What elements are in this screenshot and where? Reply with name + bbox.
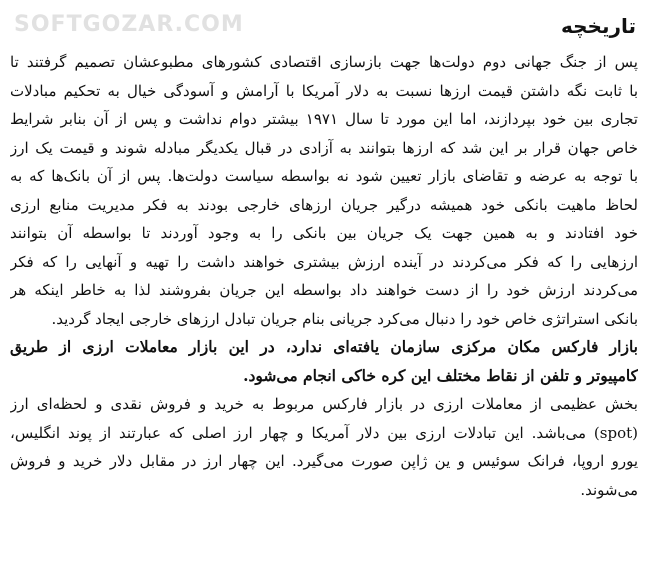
bold-paragraph-line: بازار فارکس مکان مرکزی سازمان یافته‌ای ندارد، در این بازار معاملات ارزی از طریق (10, 337, 638, 356)
section-title: تاریخچه (561, 14, 636, 38)
paragraph-line: می‌شوند. (580, 480, 638, 499)
paragraph-line: می‌کردند ارزش خود را از دست خواهند داد بواسطه این جریان بفروشند لذا به خاطر اینکه هر (10, 281, 638, 299)
paragraph-line: ارزهایی را که فکر می‌کردند در آینده ارزش بیشتری خواهند داشت را تهیه و آنهایی را که فکر (10, 252, 638, 271)
paragraph-line: پس از جنگ جهانی دوم دولت‌ها جهت بازسازی اقتصادی کشورهای مطبوعشان تصمیم گرفتند تا (10, 53, 638, 71)
document-body (10, 8, 638, 504)
paragraph-line: بخش عظیمی از معاملات ارزی در بازار فارکس مربوط به خرید و فروش نقدی و لحظه‌ای ارز (10, 395, 638, 413)
paragraph-line: (spot) می‌باشد. این تبادلات ارزی بین دلار آمریکا و چهار ارز اصلی که عبارتند از پوند انگلیس، (10, 423, 638, 442)
paragraph-line: یورو اروپا، فرانک سوئیس و ین ژاپن صورت می‌گیرد. این چهار ارز در مقابل دلار خرید و فروش (10, 452, 638, 470)
paragraph-line: با توجه به عرضه و تقاضای بازار تعیین شود نه بواسطه سیاست دولت‌ها. پس از آن بانک‌ها که به (10, 167, 638, 185)
watermark: SOFTGOZAR.COM (14, 12, 244, 37)
paragraph-line: با ثابت نگه داشتن قیمت ارزها نسبت به دلار آمریکا با آرامش و آسودگی خیال به تحکیم مبادلات (10, 81, 638, 100)
paragraph-line: بانکی استراتژی خاص خود را دنبال می‌کرد جریانی بنام جریان تبادل ارزهای خارجی ایجاد گردید. (51, 309, 638, 328)
bold-paragraph-line: کامپیوتر و تلفن از نقاط مختلف این کره خاکی انجام می‌شود. (243, 365, 638, 385)
paragraph-line: خود افتادند و به همین جهت یک جریان بین بانکی را به وجود آوردند تا بواسطه آن بتوانند (10, 224, 638, 242)
paragraph-line: خاص جهان قرار بر این شد که ارزها بتوانند به آزادی در قبال یکدیگر مبادله شوند و قیمت یک ارز (10, 138, 638, 157)
paragraph-line: تجاری بین خود بپردازند، اما این مورد تا سال ۱۹۷۱ بیشتر دوام نداشت و پس از آن بنابر شرایط (10, 110, 638, 128)
paragraph-line: لحاظ ماهیت بانکی خود همیشه درگیر جریان ارزهای خارجی بودند به فکر مدیریت منابع ارزی (10, 195, 638, 214)
